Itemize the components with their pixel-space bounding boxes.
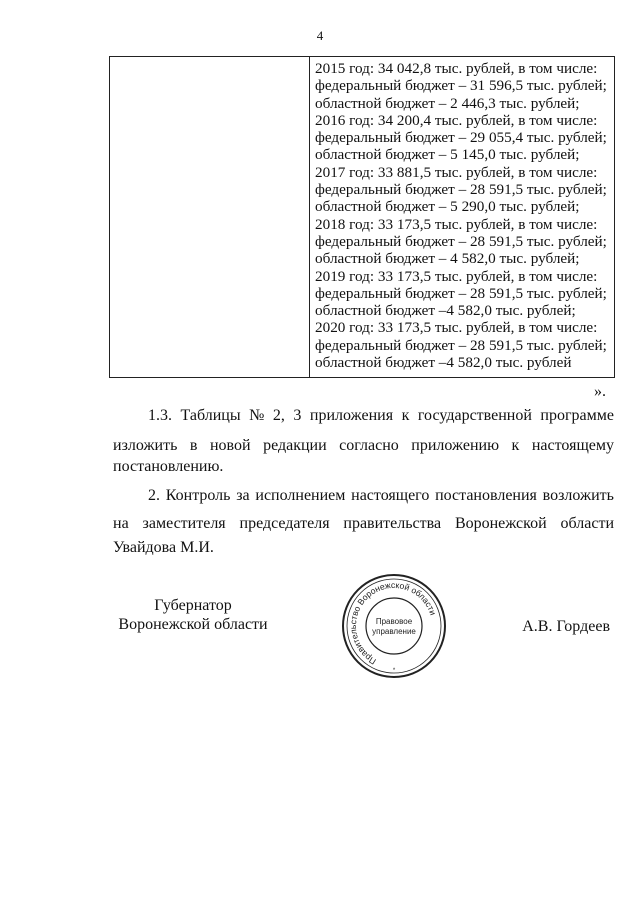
signer-title-line-2: Воронежской области: [118, 616, 268, 633]
paragraph-word: программе: [540, 407, 614, 424]
paragraph-word: к: [401, 407, 410, 424]
paragraph-word: области: [560, 515, 614, 532]
budget-table-right-cell: [315, 60, 611, 377]
paragraph-word: настоящему: [531, 437, 614, 454]
paragraph-word: новой: [209, 437, 251, 454]
paragraph-word: 1.3.: [148, 407, 172, 424]
paragraph-word: согласно: [339, 437, 399, 454]
paragraph-word: изложить: [113, 437, 178, 454]
paragraph-word: в: [189, 437, 198, 454]
budget-table: [109, 56, 615, 378]
paragraph-word: 2.: [148, 487, 160, 504]
budget-line: 2020 год: 33 173,5 тыс. рублей, в том числе:: [315, 319, 598, 337]
paragraph-word: правительства: [343, 515, 442, 532]
signature-block: [0, 596, 640, 676]
budget-line: федеральный бюджет – 29 055,4 тыс. рублей;: [315, 129, 607, 147]
budget-line: федеральный бюджет – 31 596,5 тыс. рублей;: [315, 77, 607, 95]
budget-line: федеральный бюджет – 28 591,5 тыс. рублей;: [315, 181, 607, 199]
budget-line: областной бюджет – 5 145,0 тыс. рублей;: [315, 146, 580, 164]
paragraph-word: исполнением: [255, 487, 346, 504]
closing-quote: ».: [594, 383, 606, 400]
stamp-inner-line-2: управление: [372, 627, 416, 636]
budget-line: 2019 год: 33 173,5 тыс. рублей, в том числе:: [315, 267, 598, 285]
budget-line: областной бюджет – 5 290,0 тыс. рублей;: [315, 198, 580, 216]
paragraph-2-line-1: [148, 484, 614, 507]
paragraph-word: 2,: [272, 407, 285, 424]
budget-line: федеральный бюджет – 28 591,5 тыс. рублей;: [315, 232, 607, 250]
paragraph-word: Контроль: [165, 487, 231, 504]
budget-line: областной бюджет –4 582,0 тыс. рублей;: [315, 302, 576, 320]
paragraph-word: председателя: [239, 515, 330, 532]
paragraph-word: на: [113, 515, 129, 532]
paragraph-word: №: [249, 407, 265, 424]
paragraph-word: возложить: [542, 487, 614, 504]
paragraph-word: за: [236, 487, 250, 504]
signer-title-line-1: Губернатор: [154, 597, 232, 614]
paragraph-word: Таблицы: [180, 407, 241, 424]
paragraph-word: 3: [293, 407, 302, 424]
paragraph-word: настоящего: [351, 487, 430, 504]
paragraph-word: Воронежской: [454, 515, 547, 532]
paragraph-word: постановления: [435, 487, 537, 504]
budget-line: 2017 год: 33 881,5 тыс. рублей, в том числе:: [315, 163, 598, 181]
budget-line: федеральный бюджет – 28 591,5 тыс. рублей;: [315, 284, 607, 302]
budget-line: 2018 год: 33 173,5 тыс. рублей, в том числе:: [315, 215, 598, 233]
paragraph-word: к: [511, 437, 520, 454]
signer-title: [118, 596, 268, 634]
paragraph-word: приложения: [309, 407, 394, 424]
page-number: 4: [316, 28, 324, 43]
budget-line: областной бюджет – 4 582,0 тыс. рублей;: [315, 250, 580, 268]
stamp-outer-text: Правительство Воронежской области: [347, 579, 439, 667]
paragraph-1-3-line-2: [113, 434, 614, 457]
paragraph-word: приложению: [411, 437, 500, 454]
paragraph-1-3-line-3: постановлению.: [113, 458, 224, 475]
budget-line: 2015 год: 34 042,8 тыс. рублей, в том числе:: [315, 60, 598, 77]
budget-line: федеральный бюджет – 28 591,5 тыс. рублей;: [315, 336, 607, 354]
official-stamp: [340, 572, 448, 680]
budget-line: областной бюджет – 2 446,3 тыс. рублей;: [315, 94, 580, 112]
paragraph-2-line-2: [113, 512, 614, 535]
paragraph-1-3-line-1: [148, 404, 614, 427]
paragraph-2-line-3: Увайдова М.И.: [113, 539, 214, 556]
budget-table-left-cell: [110, 57, 310, 377]
stamp-star: *: [392, 668, 396, 674]
stamp-inner-line-1: Правовое: [375, 617, 413, 626]
paragraph-word: редакции: [263, 437, 327, 454]
paragraph-word: заместителя: [142, 515, 226, 532]
paragraph-word: государственной: [417, 407, 532, 424]
budget-line: областной бюджет –4 582,0 тыс. рублей: [315, 354, 572, 372]
signer-name: А.В. Гордеев: [522, 618, 610, 635]
budget-line: 2016 год: 34 200,4 тыс. рублей, в том числе:: [315, 111, 598, 129]
